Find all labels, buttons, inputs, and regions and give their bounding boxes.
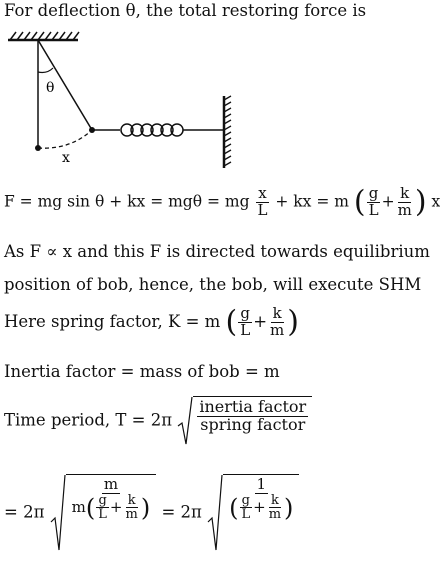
inertia-factor-text: Inertia factor = mass of bob = m	[4, 362, 280, 381]
time-period-equation: Time period, T = 2π $\frac{\text{inertia factor}}{\text{spring factor}}$	[4, 396, 312, 446]
theta-label: θ	[46, 80, 55, 96]
shm-text: position of bob, hence, the bob, will execute SHM	[4, 275, 422, 294]
proportionality-text: As F ∝ x and this F is directed towards equilibrium	[4, 242, 430, 261]
pendulum-spring-diagram	[0, 24, 429, 174]
intro-text: For deflection θ, the total restoring force is	[4, 1, 367, 20]
x-label: x	[62, 150, 70, 166]
spring-coil	[121, 124, 183, 136]
final-equation: = 2π m m( $\frac{g}{L}$ + $\frac{k}{m}$ ) = 2π 1 ( $\frac{g}{L}$ + $\frac{k}{m}$ )	[4, 474, 299, 552]
force-equation: F = mg sin θ + kx = mgθ = mg $\frac{x}{L}$ + kx = m ( $\frac{g}{L}$ + $\frac{k}{m}$ ) x	[4, 184, 440, 220]
spring-factor-equation: Here spring factor, K = m ( $\frac{g}{L}$ + $\frac{k}{m}$ )	[4, 304, 299, 340]
